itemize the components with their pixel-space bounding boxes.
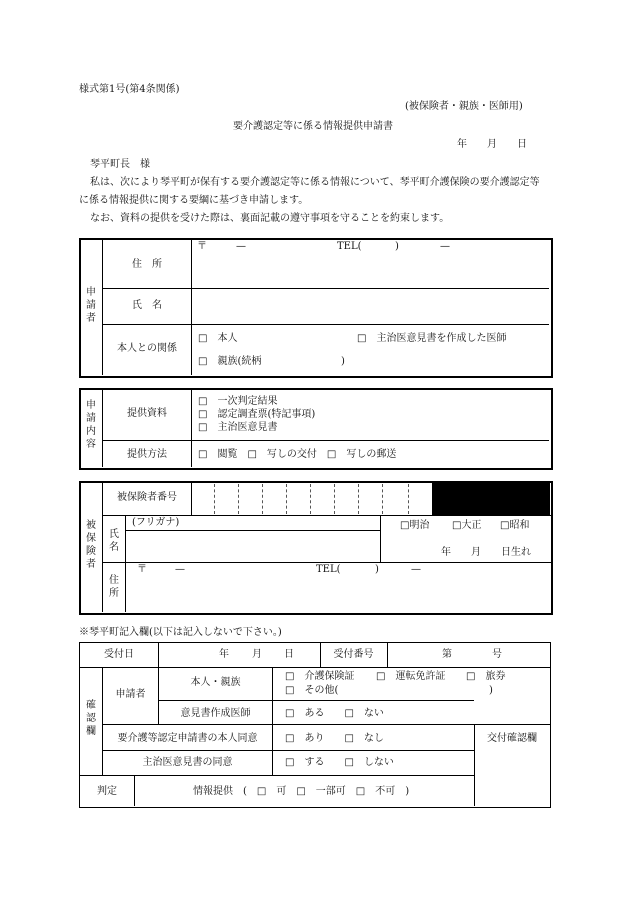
form-number: 様式第1号(第4条関係) bbox=[79, 84, 180, 95]
office-applicant-label: 申請者 bbox=[115, 689, 146, 700]
date-day: 日 bbox=[517, 139, 527, 150]
insured-tel-dash: — bbox=[411, 564, 421, 575]
insured-tel-label: TEL( bbox=[316, 564, 341, 575]
tel-dash: — bbox=[440, 241, 450, 252]
insured-postal-dash: — bbox=[175, 564, 185, 575]
insured-address-label: 住所 bbox=[109, 575, 119, 599]
id-other-close: ) bbox=[489, 685, 493, 696]
material-checkbox-survey-sheet[interactable]: □ 認定調査票(特記事項) bbox=[198, 409, 316, 420]
insured-number-field[interactable] bbox=[193, 485, 431, 514]
office-note: ※琴平町記入欄(以下は記入しないで下さい。) bbox=[79, 627, 282, 638]
date-month: 月 bbox=[487, 139, 497, 150]
doctor-checkboxes[interactable]: □ ある □ ない bbox=[285, 708, 384, 719]
material-checkbox-primary-result[interactable]: □ 一次判定結果 bbox=[198, 396, 278, 407]
opinion-checkboxes[interactable]: □ する □ しない bbox=[285, 757, 394, 768]
relation-family-checkbox[interactable]: □ 親族(続柄 bbox=[198, 356, 262, 367]
provision-checkboxes[interactable]: 情報提供 ( □ 可 □ 一部可 □ 不可 ) bbox=[193, 786, 410, 797]
relation-label: 本人との関係 bbox=[117, 343, 177, 354]
postal-mark: 〒 bbox=[197, 241, 207, 252]
id-insurance-card-checkbox[interactable]: □ 介護保険証 bbox=[285, 671, 355, 682]
applicant-address-field[interactable] bbox=[193, 254, 547, 287]
received-no-label: 受付番号 bbox=[333, 649, 374, 660]
doctor-label: 意見書作成医師 bbox=[180, 708, 251, 719]
received-date-label: 受付日 bbox=[104, 649, 134, 660]
era-showa-checkbox[interactable]: □昭和 bbox=[500, 520, 530, 531]
applicant-name-field[interactable] bbox=[193, 290, 547, 323]
insured-section-label: 被保険者 bbox=[86, 520, 96, 570]
received-day: 日 bbox=[284, 649, 294, 660]
received-year: 年 bbox=[219, 649, 229, 660]
addressee: 琴平町長 様 bbox=[90, 159, 150, 170]
insured-address-field[interactable] bbox=[127, 577, 547, 610]
address-label: 住 所 bbox=[132, 259, 162, 270]
no-suffix: 号 bbox=[492, 649, 502, 660]
postal-dash: — bbox=[236, 241, 246, 252]
insured-tel-close: ) bbox=[375, 564, 379, 575]
usage-note: (被保険者・親族・医師用) bbox=[405, 101, 523, 112]
id-passport-checkbox[interactable]: □ 旅券 bbox=[466, 671, 506, 682]
confirm-label: 確認欄 bbox=[86, 700, 96, 737]
birth-day: 日生れ bbox=[501, 547, 531, 558]
tel-label: TEL( bbox=[337, 241, 362, 252]
date-year: 年 bbox=[457, 139, 467, 150]
birth-year: 年 bbox=[441, 547, 451, 558]
material-checkbox-doctor-opinion[interactable]: □ 主治医意見書 bbox=[198, 422, 278, 433]
insured-postal-mark: 〒 bbox=[137, 564, 147, 575]
tel-close: ) bbox=[395, 241, 399, 252]
consent-label: 要介護等認定申請書の本人同意 bbox=[117, 733, 258, 744]
insured-name-field[interactable] bbox=[127, 532, 379, 561]
method-label: 提供方法 bbox=[127, 449, 167, 460]
received-month: 月 bbox=[252, 649, 262, 660]
body-line-1: 私は、次により琴平町が保有する要介護認定等に係る情報について、琴平町介護保険の要介護認定等 bbox=[90, 177, 540, 188]
id-other-checkbox[interactable]: □ その他( bbox=[285, 685, 339, 696]
body-line-2: に係る情報提供に関する要綱に基づき申請します。 bbox=[79, 195, 309, 206]
consent-checkboxes[interactable]: □ あり □ なし bbox=[285, 733, 384, 744]
judgement-label: 判定 bbox=[97, 786, 117, 797]
relation-self-checkbox[interactable]: □ 本人 bbox=[198, 333, 238, 344]
insured-name-label: 氏名 bbox=[109, 529, 119, 553]
applicant-section-label: 申請者 bbox=[86, 287, 96, 324]
no-prefix: 第 bbox=[442, 649, 452, 660]
self-family-label: 本人・親族 bbox=[190, 677, 241, 688]
form-title: 要介護認定等に係る情報提供申請書 bbox=[233, 121, 393, 132]
era-meiji-checkbox[interactable]: □明治 bbox=[400, 520, 430, 531]
birth-month: 月 bbox=[471, 547, 481, 558]
materials-label: 提供資料 bbox=[127, 408, 167, 419]
request-section-label: 申請内容 bbox=[86, 400, 96, 450]
issue-confirm-label: 交付確認欄 bbox=[487, 733, 537, 744]
redacted-block bbox=[432, 483, 550, 515]
furigana-label: (フリガナ) bbox=[132, 517, 180, 528]
insured-number-label: 被保険者番号 bbox=[117, 492, 177, 503]
method-checkboxes[interactable]: □ 閲覧 □ 写しの交付 □ 写しの郵送 bbox=[198, 449, 397, 460]
opinion-consent-label: 主治医意見書の同意 bbox=[142, 757, 233, 768]
era-taisho-checkbox[interactable]: □大正 bbox=[452, 520, 482, 531]
id-license-checkbox[interactable]: □ 運転免許証 bbox=[376, 671, 446, 682]
name-label: 氏 名 bbox=[132, 300, 162, 311]
relation-family-close: ) bbox=[341, 356, 345, 367]
relation-doctor-checkbox[interactable]: □ 主治医意見書を作成した医師 bbox=[357, 333, 507, 344]
body-line-3: なお、資料の提供を受けた際は、裏面記載の遵守事項を守ることを約束します。 bbox=[90, 213, 450, 224]
